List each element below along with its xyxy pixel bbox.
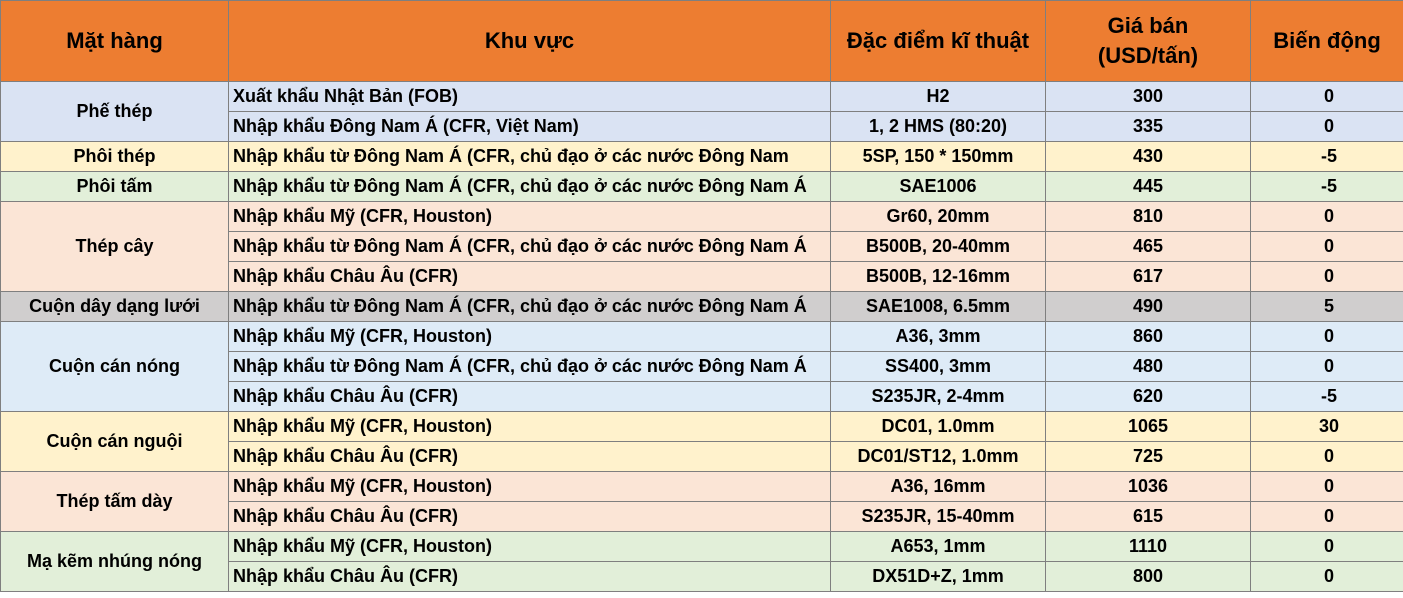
header-change: Biến động xyxy=(1251,1,1403,82)
region-cell: Nhập khẩu Mỹ (CFR, Houston) xyxy=(229,412,831,442)
price-cell: 615 xyxy=(1046,502,1251,532)
header-price-line1: Giá bán xyxy=(1107,13,1189,39)
region-cell: Nhập khẩu từ Đông Nam Á (CFR, chủ đạo ở các nước Đông Nam Á xyxy=(229,352,831,382)
region-cell: Nhập khẩu Châu Âu (CFR) xyxy=(229,562,831,592)
header-price xyxy=(1046,1,1251,82)
region-cell: Nhập khẩu Mỹ (CFR, Houston) xyxy=(229,532,831,562)
region-cell: Nhập khẩu Châu Âu (CFR) xyxy=(229,382,831,412)
spec-cell: S235JR, 15-40mm xyxy=(831,502,1046,532)
header-region: Khu vực xyxy=(229,1,831,82)
price-cell: 725 xyxy=(1046,442,1251,472)
price-cell: 300 xyxy=(1046,82,1251,112)
price-cell: 490 xyxy=(1046,292,1251,322)
change-cell: 0 xyxy=(1251,202,1403,232)
table-row xyxy=(1,292,1403,322)
price-cell: 617 xyxy=(1046,262,1251,292)
spec-cell: B500B, 20-40mm xyxy=(831,232,1046,262)
spec-cell: A653, 1mm xyxy=(831,532,1046,562)
region-cell: Nhập khẩu từ Đông Nam Á (CFR, chủ đạo ở các nước Đông Nam Á xyxy=(229,232,831,262)
spec-cell: SS400, 3mm xyxy=(831,352,1046,382)
spec-cell: DC01, 1.0mm xyxy=(831,412,1046,442)
region-cell: Nhập khẩu Mỹ (CFR, Houston) xyxy=(229,472,831,502)
spec-cell: A36, 3mm xyxy=(831,322,1046,352)
spec-cell: 1, 2 HMS (80:20) xyxy=(831,112,1046,142)
table-row xyxy=(1,472,1403,502)
price-cell: 480 xyxy=(1046,352,1251,382)
table-row xyxy=(1,142,1403,172)
item-name-cell: Mạ kẽm nhúng nóng xyxy=(1,532,229,592)
price-cell: 1036 xyxy=(1046,472,1251,502)
region-cell: Nhập khẩu Châu Âu (CFR) xyxy=(229,502,831,532)
region-cell: Nhập khẩu từ Đông Nam Á (CFR, chủ đạo ở các nước Đông Nam Á xyxy=(229,292,831,322)
table-row xyxy=(1,532,1403,562)
header-row xyxy=(1,1,1403,82)
spec-cell: H2 xyxy=(831,82,1046,112)
region-cell: Nhập khẩu Mỹ (CFR, Houston) xyxy=(229,202,831,232)
item-name-cell: Thép cây xyxy=(1,202,229,292)
table-row xyxy=(1,202,1403,232)
header-item: Mặt hàng xyxy=(1,1,229,82)
change-cell: -5 xyxy=(1251,382,1403,412)
change-cell: 0 xyxy=(1251,82,1403,112)
change-cell: 30 xyxy=(1251,412,1403,442)
spec-cell: 5SP, 150 * 150mm xyxy=(831,142,1046,172)
change-cell: 0 xyxy=(1251,502,1403,532)
table-row xyxy=(1,82,1403,112)
region-cell: Nhập khẩu Châu Âu (CFR) xyxy=(229,262,831,292)
price-cell: 430 xyxy=(1046,142,1251,172)
table-body xyxy=(1,82,1403,592)
price-cell: 810 xyxy=(1046,202,1251,232)
price-cell: 800 xyxy=(1046,562,1251,592)
price-cell: 1110 xyxy=(1046,532,1251,562)
region-cell: Nhập khẩu Đông Nam Á (CFR, Việt Nam) xyxy=(229,112,831,142)
spec-cell: B500B, 12-16mm xyxy=(831,262,1046,292)
price-cell: 335 xyxy=(1046,112,1251,142)
change-cell: 0 xyxy=(1251,562,1403,592)
change-cell: 0 xyxy=(1251,352,1403,382)
change-cell: -5 xyxy=(1251,172,1403,202)
change-cell: 0 xyxy=(1251,262,1403,292)
region-cell: Nhập khẩu Mỹ (CFR, Houston) xyxy=(229,322,831,352)
spec-cell: SAE1008, 6.5mm xyxy=(831,292,1046,322)
region-cell: Nhập khẩu từ Đông Nam Á (CFR, chủ đạo ở các nước Đông Nam xyxy=(229,142,831,172)
region-cell: Nhập khẩu từ Đông Nam Á (CFR, chủ đạo ở các nước Đông Nam Á xyxy=(229,172,831,202)
change-cell: 5 xyxy=(1251,292,1403,322)
item-name-cell: Phế thép xyxy=(1,82,229,142)
spec-cell: A36, 16mm xyxy=(831,472,1046,502)
table-header xyxy=(1,1,1403,82)
spec-cell: DC01/ST12, 1.0mm xyxy=(831,442,1046,472)
price-cell: 445 xyxy=(1046,172,1251,202)
change-cell: 0 xyxy=(1251,322,1403,352)
region-cell: Xuất khẩu Nhật Bản (FOB) xyxy=(229,82,831,112)
item-name-cell: Cuộn cán nóng xyxy=(1,322,229,412)
change-cell: 0 xyxy=(1251,442,1403,472)
header-spec: Đặc điểm kĩ thuật xyxy=(831,1,1046,82)
spec-cell: DX51D+Z, 1mm xyxy=(831,562,1046,592)
price-cell: 465 xyxy=(1046,232,1251,262)
price-cell: 620 xyxy=(1046,382,1251,412)
change-cell: 0 xyxy=(1251,472,1403,502)
table-row xyxy=(1,412,1403,442)
change-cell: 0 xyxy=(1251,112,1403,142)
price-cell: 1065 xyxy=(1046,412,1251,442)
table-row xyxy=(1,322,1403,352)
item-name-cell: Phôi thép xyxy=(1,142,229,172)
spec-cell: Gr60, 20mm xyxy=(831,202,1046,232)
spec-cell: S235JR, 2-4mm xyxy=(831,382,1046,412)
table-row xyxy=(1,172,1403,202)
spec-cell: SAE1006 xyxy=(831,172,1046,202)
item-name-cell: Cuộn dây dạng lưới xyxy=(1,292,229,322)
price-cell: 860 xyxy=(1046,322,1251,352)
region-cell: Nhập khẩu Châu Âu (CFR) xyxy=(229,442,831,472)
change-cell: 0 xyxy=(1251,532,1403,562)
item-name-cell: Cuộn cán nguội xyxy=(1,412,229,472)
item-name-cell: Thép tấm dày xyxy=(1,472,229,532)
header-price-line2: (USD/tấn) xyxy=(1097,43,1199,68)
change-cell: -5 xyxy=(1251,142,1403,172)
item-name-cell: Phôi tấm xyxy=(1,172,229,202)
change-cell: 0 xyxy=(1251,232,1403,262)
